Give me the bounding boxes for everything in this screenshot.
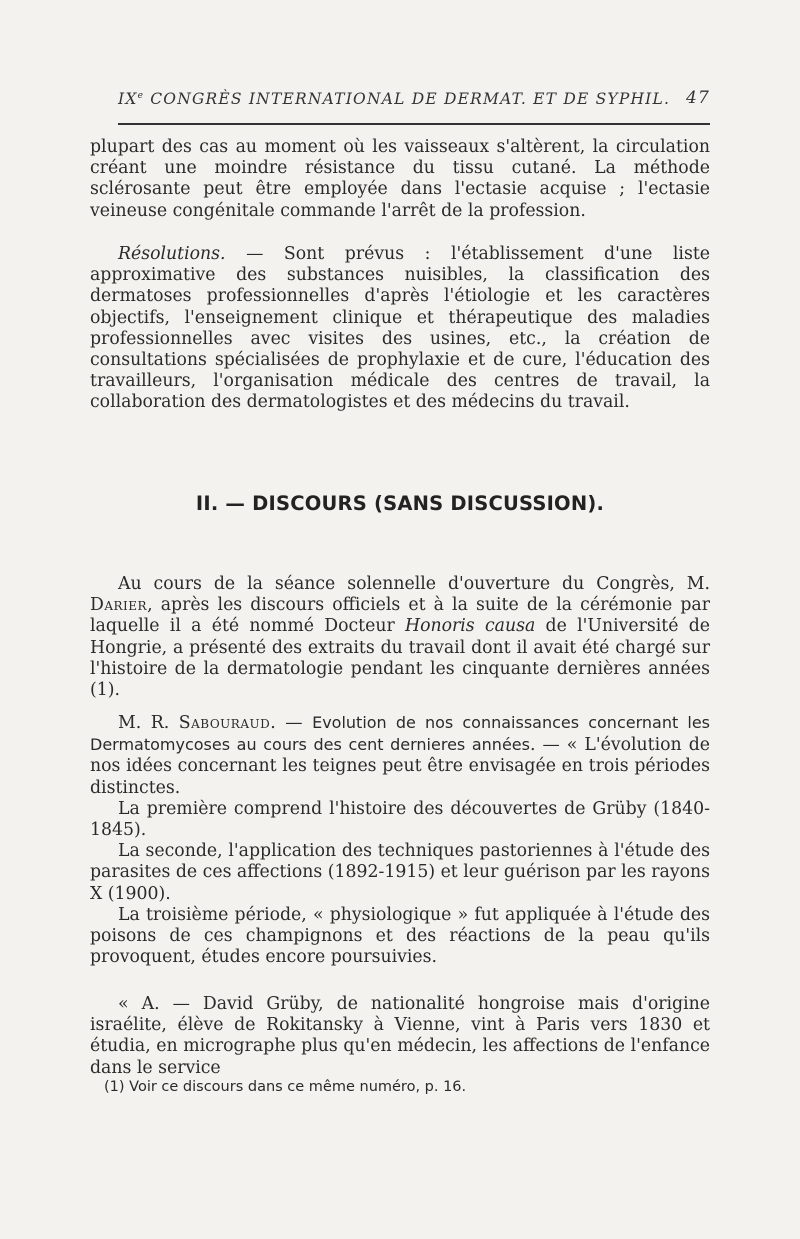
- period-two: La seconde, l'application des techniques pastoriennes à l'étude des parasites de ces affections (1892-1915) et leur guérison par les rayons X (1900).: [90, 841, 710, 904]
- period-one: La première comprend l'histoire des découvertes de Grüby (1840-1845).: [90, 798, 710, 841]
- honoris-causa: Honoris causa: [405, 616, 536, 637]
- author-darier: Darier: [90, 595, 148, 616]
- paragraph-resolutions: Résolutions. — Sont prévus : l'établissement d'une liste approximative des substances nuisibles, la classification des dermatoses professionnelles d'après l'étiologie et les caractères objectifs, l'enseignement clinique et thérapeutique des maladies professionnelles avec visites des usines, etc., la création de consultations spécialisées de prophylaxie et de cure, l'éducation des travailleurs, l'organisation médicale des centres de travail, la collaboration des dermatologistes et des médecins du travail.: [90, 244, 710, 413]
- footnote: (1) Voir ce discours dans ce même numéro, p. 16.: [104, 1079, 467, 1095]
- talk-title: Evolution de nos connaissances concernant les Dermatomycoses au cours des cent dernieres années: [90, 713, 711, 755]
- paragraph-darier: Au cours de la séance solennelle d'ouverture du Congrès, M. Darier, après les discours officiels et à la suite de la cérémonie par laquelle il a été nommé Docteur Honoris causa de l'Université de Hongrie, a présenté des extraits du travail dont il avait été chargé sur l'histoire de la dermatologie pendant les cinquante dernières années (1).: [90, 574, 710, 701]
- paragraph-gruby: « A. — David Grüby, de nationalité hongroise mais d'origine israélite, élève de Rokitansky à Vienne, vint à Paris vers 1830 et étudia, en micrographe plus qu'en médecin, les affections de l'enfance dans le service: [90, 994, 710, 1078]
- paragraph-sabouraud: M. R. Sabouraud. — Evolution de nos connaissances concernant les Dermatomycoses au cours des cent dernieres années. — « L'évolution de nos idées concernant les teignes peut être envisagée en trois périodes distinctes. La première comprend l'histoire des découvertes de Grüby (1840-1845). La seconde, l'application des techniques pastoriennes à l'étude des parasites de ces affections (1892-1915) et leur guérison par les rayons X (1900). La troisième période, « physiologique » fut appliquée à l'étude des poisons de ces champignons et des réactions de la peau qu'ils provoquent, études encore poursuivies.: [90, 713, 711, 968]
- paragraph-continuation: plupart des cas au moment où les vaisseaux s'altèrent, la circulation créant une moindre résistance du tissu cutané. La méthode sclérosante peut être employée dans l'ectasie acquise ; l'ectasie veineuse congénitale commande l'arrêt de la profession.: [90, 137, 710, 221]
- period-three: La troisième période, « physiologique » fut appliquée à l'étude des poisons de ces champignons et des réactions de la peau qu'ils provoquent, études encore poursuivies.: [90, 904, 710, 968]
- page-number: 47: [685, 88, 710, 108]
- author-sabouraud: Sabouraud: [178, 713, 271, 733]
- section-heading: II. — DISCOURS (SANS DISCUSSION).: [195, 492, 605, 515]
- running-header: [118, 88, 710, 114]
- resolutions-lead: Résolutions.: [118, 244, 226, 264]
- running-title: IXe CONGRÈS INTERNATIONAL DE DERMAT. ET DE SYPHIL.: [118, 90, 671, 108]
- header-rule: [118, 123, 710, 125]
